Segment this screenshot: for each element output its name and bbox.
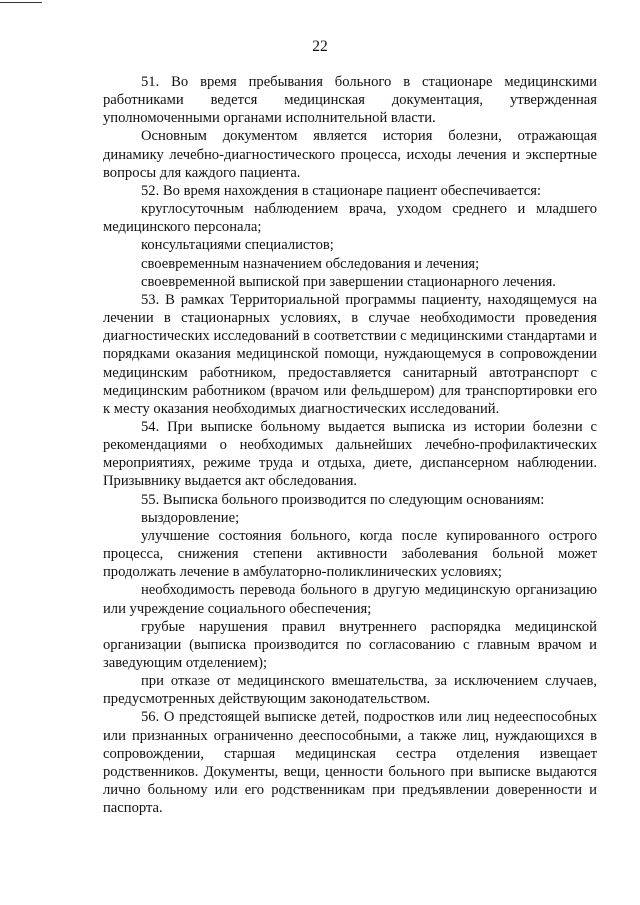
paragraph-53: 53. В рамках Территориальной программы пациенту, находящемуся на лечении в стационарных условиях, в случае необходимости проведения диагностических исследований в соответствии с медицинскими стандартами и порядками оказания медицинской помощи, нуждающемуся в сопровождении медицинским работником, предоставляется санитарный автотранспорт с медицинским работником (врачом или фельдшером) для транспортировки его к месту оказания необходимых диагностических исследований. [103, 291, 597, 417]
paragraph-54: 54. При выписке больному выдается выписка из истории болезни с рекомендациями о необходимых дальнейших лечебно-профилактических мероприятиях, режиме труда и отдыха, диете, диспансерном наблюдении. Призывнику выдается акт обследования. [103, 418, 597, 490]
list-item-specialist-consultations: консультациями специалистов; [141, 237, 334, 254]
list-item-timely-discharge: своевременной выпиской при завершении стационарного лечения. [141, 273, 556, 290]
scan-corner-line [0, 2, 42, 3]
paragraph-56: 56. О предстоящей выписке детей, подростков или лиц недееспособных или признанных ограниченно дееспособными, а также лиц, нуждающихся в сопровождении, старшая медицинская сестра отделения извещает родственников. Документы, вещи, ценности больного при выписке выдаются лично больному или его родственникам при предъявлении доверенности и паспорта. [103, 709, 597, 817]
page-number: 22 [312, 38, 328, 55]
paragraph-52: 52. Во время нахождения в стационаре пациент обеспечивается: [141, 182, 542, 199]
paragraph-55: 55. Выписка больного производится по следующим основаниям: [141, 491, 545, 508]
document-body [103, 73, 597, 817]
list-item-improvement: улучшение состояния больного, когда после купированного острого процесса, снижения степени активности заболевания больной может продолжать лечение в амбулаторно-поликлинических условиях; [103, 527, 597, 581]
list-item-timely-examination: своевременным назначением обследования и лечения; [141, 255, 480, 272]
list-item-refusal: при отказе от медицинского вмешательства, за исключением случаев, предусмотренных действующим законодательством. [103, 673, 597, 708]
list-item-round-the-clock-care: круглосуточным наблюдением врача, уходом среднего и младшего медицинского персонала; [103, 201, 597, 236]
paragraph-51-main-document: Основным документом является история болезни, отражающая динамику лечебно-диагностического процесса, исходы лечения и экспертные вопросы для каждого пациента. [103, 128, 597, 181]
list-item-recovery: выздоровление; [141, 509, 240, 526]
list-item-rules-violation: грубые нарушения правил внутреннего распорядка медицинской организации (выписка производится по согласованию с главным врачом и заведующим отделением); [103, 618, 597, 671]
list-item-transfer: необходимость перевода больного в другую медицинскую организацию или учреждение социального обеспечения; [103, 582, 597, 617]
paragraph-51: 51. Во время пребывания больного в стационаре медицинскими работниками ведется медицинская документация, утвержденная уполномоченными органами исполнительной власти. [103, 74, 597, 127]
